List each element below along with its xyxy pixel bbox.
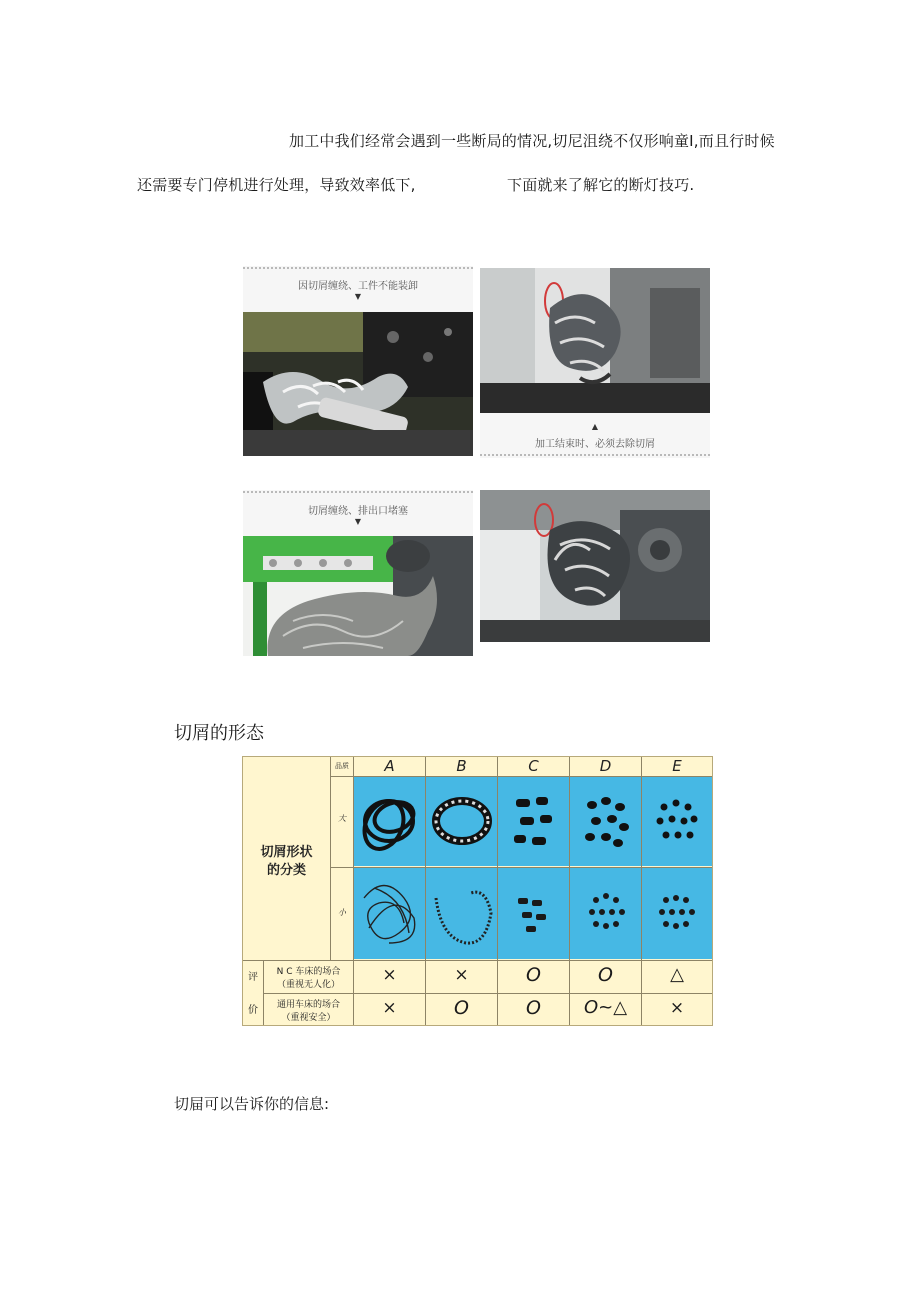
photo-caption: 切屑缠绕、排出口堵塞 [308,506,408,517]
up-triangle-icon: ▲ [591,422,599,431]
photo-caption: 因切屑缠绕、工件不能装卸 [298,281,418,292]
photo-panel-chip-tangle-machine [480,490,710,642]
nc-mark-b: × [454,965,469,985]
section-title: 切屑的形态 [174,723,264,744]
machine-photo [480,490,710,642]
chip-image-small-a [354,868,425,959]
intro-line-2a: 还需要专门停机进行处理，导致效率低下, [137,176,416,194]
chip-image-small-b [426,868,497,959]
nc-lathe-label-2: （重视无人化） [276,980,340,990]
nc-mark-a: × [382,965,397,985]
chip-image-small-c [498,868,569,959]
category-label-line-1: 切屑形状 [260,845,313,860]
chip-image-large-a [354,777,425,866]
intro-line-2b: 下面就来了解它的断灯技巧. [507,176,695,194]
down-triangle-icon: ▼ [354,292,362,301]
column-header-a: A [384,757,395,775]
chip-image-large-e [642,777,712,866]
down-triangle-icon: ▼ [354,517,362,526]
photo-caption: 加工结束时、必须去除切屑 [535,439,655,450]
chip-image-small-d [570,868,641,959]
intro-line-1: 加工中我们经常会遇到一些断局的情况,切尼沮绕不仅形响童I,而且行时候 [289,132,775,150]
column-header-c: C [528,757,539,775]
category-label-line-2: 的分类 [266,863,306,878]
general-lathe-label-2: （重视安全） [281,1013,336,1023]
general-mark-a: × [382,998,397,1018]
row-label-small: 小 [338,908,346,917]
machine-photo [243,536,473,656]
nc-mark-c: O [526,964,541,986]
evaluation-label-1: 评 [248,972,258,983]
nc-mark-e: △ [670,964,684,985]
photo-panel-outlet-blocked [243,490,473,656]
chip-image-large-c [498,777,569,866]
machine-photo [480,268,710,413]
chip-info-heading: 切屇可以告诉你的信息: [174,1095,330,1113]
chip-image-large-d [570,777,641,866]
general-mark-b: O [454,997,469,1019]
chip-image-small-e [642,868,712,959]
general-mark-d: O~△ [583,997,628,1018]
column-header-d: D [599,757,612,775]
chip-image-large-b [426,777,497,866]
machine-photo [243,312,473,456]
row-label-large: 大 [338,814,346,823]
general-mark-c: O [526,997,541,1019]
corner-label: 品质 [335,762,349,770]
nc-mark-d: O [598,964,613,986]
column-header-b: B [456,757,467,775]
general-mark-e: × [669,998,685,1018]
photo-panel-remove-chips [480,268,710,458]
column-header-e: E [672,757,682,775]
evaluation-label-2: 价 [248,1005,258,1016]
chip-shape-table [242,756,713,1026]
general-lathe-label-1: 通用车床的场合 [276,1000,340,1010]
nc-lathe-label-1: N C 车床的场合 [276,967,341,977]
photo-panel-chip-entangled-workpiece [243,266,473,456]
